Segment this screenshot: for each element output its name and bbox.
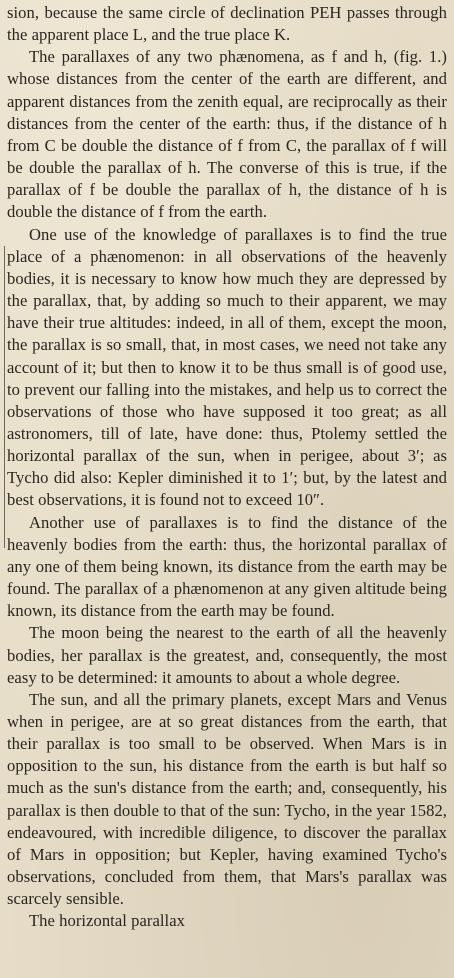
paragraph-cut-off: The horizontal parallax <box>29 911 185 931</box>
paragraph-continuation: sion, because the same circle of declination PEH passes through the apparent place L, and the true place K. <box>7 3 447 45</box>
paragraph-reciprocal-parallax: The parallaxes of any two phænomena, as f and h, (fig. 1.) whose distances from the center of the earth are different, and apparent distances from the zenith equal, are reciprocally as their distances from the center of the earth: thus, if the distance of h from C be double the distance of f from C, the parallax of f will be double the parallax of h. The converse of this is true, if the parallax of f be double the parallax of h, the distance of h is double the distance of f from the earth. <box>7 47 447 222</box>
paragraph-sun-and-planets: The sun, and all the primary planets, except Mars and Venus when in perigee, are at so great distances from the earth, that their parallax is too small to be observed. When Mars is in opposition to the sun, his distance from the earth is but half so much as the sun's distance from the earth; and, consequently, his parallax is then double to that of the sun: Tycho, in the year 1582, endeavoured, with incredible diligence, to discover the parallax of Mars in opposition; but Kepler, having examined Tycho's observations, concluded from them, that Mars's parallax was scarcely sensible. <box>7 689 447 909</box>
paragraph-distance: Another use of parallaxes is to find the distance of the heavenly bodies from the earth: thus, the horizontal parallax of any one of them being known, its distance from the earth may be found. The parallax of a phænomenon at any given altitude being known, its distance from the earth may be found. <box>7 512 447 621</box>
margin-rule <box>4 246 5 548</box>
paragraph-moon: The moon being the nearest to the earth of all the heavenly bodies, her parallax is the greatest, and, consequently, the most easy to be determined: it amounts to about a whole degree. <box>7 623 447 687</box>
text-column <box>7 2 447 931</box>
paragraph-true-place: One use of the knowledge of parallaxes is to find the true place of a phænomenon: in all observations of the heavenly bodies, it is necessary to know how much they are depressed by the parallax, that, by adding so much to their apparent, we may have their true altitudes: indeed, in all of them, except the moon, the parallax is so small, that, in most cases, we need not take any account of it; but then to know it to be thus small is of good use, to prevent our falling into the mistakes, and help us to correct the observations of those who have supposed it too great; as all astronomers, till of late, have done: thus, Ptolemy settled the horizontal parallax of the sun, when in perigee, about 3′; as Tycho did also: Kepler diminished it to 1′; but, by the latest and best observations, it is found not to exceed 10″. <box>7 224 447 510</box>
